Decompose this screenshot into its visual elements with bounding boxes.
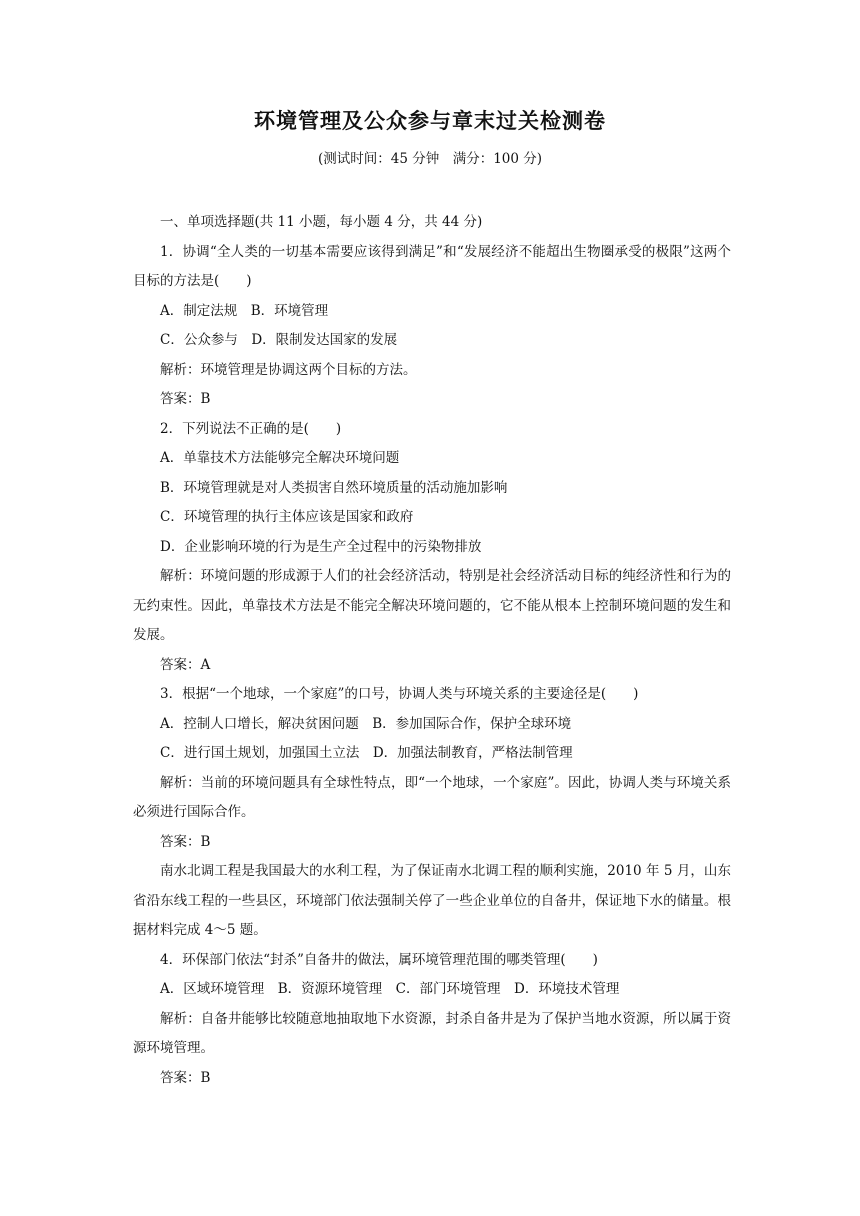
question-1-options-cd: C．公众参与 D．限制发达国家的发展	[160, 332, 398, 348]
question-3-options-cd: C．进行国土规划，加强国土立法 D．加强法制教育，严格法制管理	[160, 745, 573, 761]
page-subtitle: (测试时间：45 分钟 满分：100 分)	[317, 151, 543, 167]
question-1-options-ab: A．制定法规 B．环境管理	[160, 302, 329, 319]
question-4: 4．环保部门依法“封杀”自备井的做法，属环境管理范围的哪类管理( )	[160, 951, 598, 968]
question-2-explanation: 解析：环境问题的形成源于人们的社会经济活动，特别是社会经济活动目标的纯经济性和行为的无约束性。因此，单靠技术方法是不能完全解决环境问题的，它不能从根本上控制环境问题的发生和发展。	[133, 568, 731, 643]
question-3: 3．根据“一个地球，一个家庭”的口号，协调人类与环境关系的主要途径是( )	[160, 686, 639, 702]
question-4-explanation: 解析：自备井能够比较随意地抽取地下水资源，封杀自备井是为了保护当地水资源，所以属于资源环境管理。	[133, 1010, 731, 1056]
material-passage: 南水北调工程是我国最大的水利工程，为了保证南水北调工程的顺利实施，2010 年 5 月，山东省沿东线工程的一些县区，环境部门依法强制关停了一些企业单位的自备井，保证地下水的储量。根据材料完成 4～5 题。	[133, 863, 731, 938]
question-2-option-d: D．企业影响环境的行为是生产全过程中的污染物排放	[160, 538, 482, 555]
document-body	[133, 208, 731, 1093]
question-1-explanation: 解析：环境管理是协调这两个目标的方法。	[160, 361, 417, 378]
question-3-answer: 答案：B	[160, 833, 211, 850]
question-2-answer: 答案：A	[160, 656, 211, 673]
question-4-answer: 答案：B	[160, 1069, 211, 1086]
question-1: 1．协调“全人类的一切基本需要应该得到满足”和“发展经济不能超出生物圈承受的极限”这两个目标的方法是( )	[133, 243, 731, 289]
question-2-option-b: B．环境管理就是对人类损害自然环境质量的活动施加影响	[160, 479, 508, 496]
section-heading: 一、单项选择题(共 11 小题，每小题 4 分，共 44 分)	[160, 214, 483, 230]
question-2: 2．下列说法不正确的是( )	[160, 420, 342, 437]
question-3-options-ab: A．控制人口增长，解决贫困问题 B．参加国际合作，保护全球环境	[160, 715, 572, 732]
question-2-option-c: C．环境管理的执行主体应该是国家和政府	[160, 509, 414, 525]
question-2-option-a: A．单靠技术方法能够完全解决环境问题	[160, 450, 400, 466]
question-4-options: A．区域环境管理 B．资源环境管理 C．部门环境管理 D．环境技术管理	[160, 981, 620, 997]
question-1-answer: 答案：B	[160, 391, 211, 407]
question-3-explanation: 解析：当前的环境问题具有全球性特点，即“一个地球，一个家庭”。因此，协调人类与环境关系必须进行国际合作。	[133, 774, 731, 820]
page-title: 环境管理及公众参与章末过关检测卷	[254, 109, 606, 133]
